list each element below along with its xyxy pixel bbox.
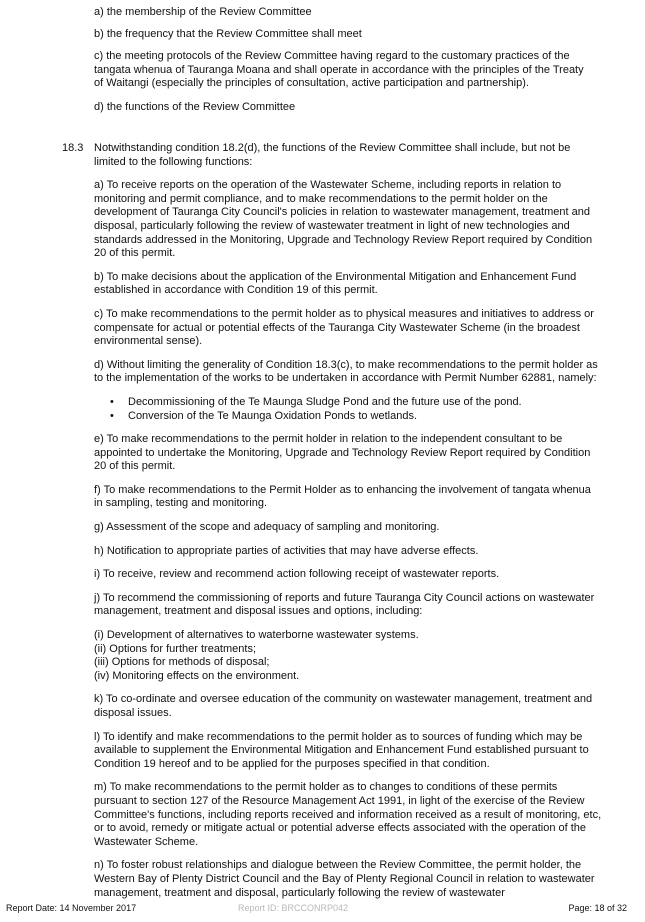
- bullet-list: [94, 396, 602, 423]
- intro-item-c: c) the meeting protocols of the Review Committee having regard to the customary practices of the tangata whenua of Tauranga Moana and shall operate in accordance with the principles of the Treaty of Waitangi (especially the principles of consultation, active participation and partnership).: [94, 50, 584, 90]
- subitem: (iv) Monitoring effects on the environment.: [94, 669, 300, 682]
- section-body: [94, 142, 602, 910]
- function-item-l: l) To identify and make recommendations to the permit holder as to sources of funding which may be available to supplement the Environmental Mitigation and Enhancement Fund established pursuant to Condition 19 hereof and to be applied for the purposes specified in that condition.: [94, 730, 589, 770]
- function-item-k: k) To co-ordinate and oversee education of the community on wastewater management, treatment and disposal issues.: [94, 693, 593, 719]
- function-item-j: j) To recommend the commissioning of reports and future Tauranga City Council actions on wastewater management, treatment and disposal issues and options, including:: [94, 591, 595, 618]
- function-item-n: n) To foster robust relationships and dialogue between the Review Committee, the permit holder, the Western Bay of Plenty District Council and the Bay of Plenty Regional Council in relation to wastewater management, treatment and disposal, particularly following the review of wastewater: [94, 859, 595, 899]
- intro-item-b: b) the frequency that the Review Committee shall meet: [94, 28, 362, 40]
- page-footer: [0, 903, 645, 917]
- function-item-d: d) Without limiting the generality of Condition 18.3(c), to make recommendations to the permit holder as to the implementation of the works to be undertaken in accordance with Permit Number 62881, namely:: [94, 358, 598, 385]
- intro-item-d: d) the functions of the Review Committee: [94, 101, 296, 113]
- function-item-g: g) Assessment of the scope and adequacy of sampling and monitoring.: [94, 521, 440, 534]
- page-number: Page: 18 of 32: [568, 903, 627, 913]
- intro-item-a: a) the membership of the Review Committee: [94, 6, 312, 18]
- function-item-a: a) To receive reports on the operation of the Wastewater Scheme, including reports in relation to monitoring and permit compliance, and to make recommendations to the permit holder on the development of Tauranga City Council's policies in relation to wastewater management, treatment and disposal, particularly following the review of wastewater treatment in light of new technologies and standards addressed in the Monitoring, Upgrade and Technology Review Report required by Condition 20 of this permit.: [94, 179, 593, 260]
- report-date: Report Date: 14 November 2017: [6, 903, 137, 913]
- function-item-i: i) To receive, review and recommend action following receipt of wastewater reports.: [94, 568, 500, 581]
- function-item-c: c) To make recommendations to the permit holder as to physical measures and initiatives to address or compensate for actual or potential effects of the Tauranga City Wastewater Scheme (in the broadest environmental sense).: [94, 307, 594, 348]
- function-item-f: f) To make recommendations to the Permit Holder as to enhancing the involvement of tangata whenua in sampling, testing and monitoring.: [94, 483, 591, 510]
- section-number: 18.3: [62, 142, 84, 154]
- function-item-m: m) To make recommendations to the permit holder as to changes to conditions of these permits pursuant to section 127 of the Resource Management Act 1991, in light of the exercise of the Review Committee's functions, including reports received and information received as a result of monitoring, etc, or to avoid, remedy or mitigate actual or potential adverse effects associated with the operation of the Wastewater Scheme.: [94, 781, 602, 848]
- function-item-b: b) To make decisions about the application of the Environmental Mitigation and Enhancement Fund established in accordance with Condition 19 of this permit.: [94, 270, 577, 297]
- subitem: (ii) Options for further treatments;: [94, 642, 256, 655]
- function-item-h: h) Notification to appropriate parties of activities that may have adverse effects.: [94, 544, 479, 557]
- function-item-e: e) To make recommendations to the permit holder in relation to the independent consultant to be appointed to undertake the Monitoring, Upgrade and Technology Review Report required by Condition 20 of this permit.: [94, 433, 591, 473]
- bullet-item: • Conversion of the Te Maunga Oxidation Ponds to wetlands.: [94, 410, 602, 424]
- bullet-item: • Decommissioning of the Te Maunga Sludge Pond and the future use of the pond.: [94, 396, 602, 410]
- subitem: (i) Development of alternatives to waterborne wastewater systems.: [94, 629, 419, 642]
- subitem: (iii) Options for methods of disposal;: [94, 656, 270, 669]
- section-heading: Notwithstanding condition 18.2(d), the functions of the Review Committee shall include, but not be limited to the following functions:: [94, 142, 571, 168]
- report-id: Report ID: BRCCONRP042: [238, 903, 349, 913]
